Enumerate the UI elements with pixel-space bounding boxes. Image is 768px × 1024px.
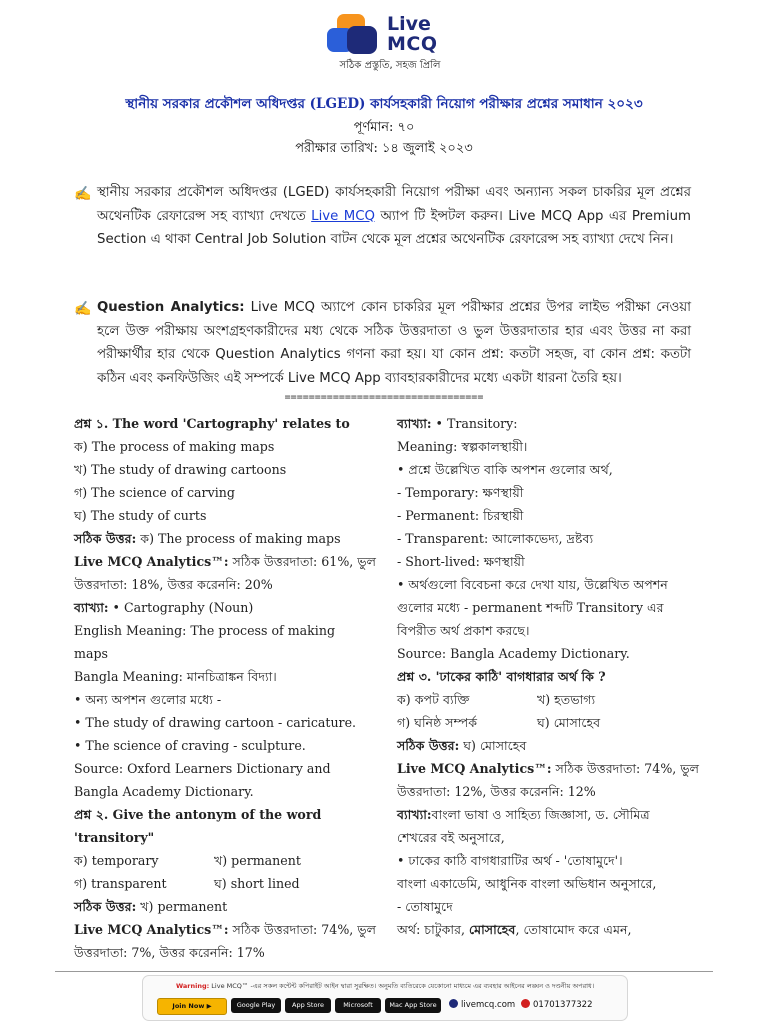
q2-option-b: খ) permanent — [214, 853, 301, 868]
explanation-line: Source: Bangla Academy Dictionary. — [397, 646, 630, 661]
intro-paragraph-2 — [97, 296, 691, 390]
q2-option-d: ঘ) short lined — [214, 876, 300, 891]
q2-explanation — [397, 412, 697, 435]
q3-options-row-1 — [397, 688, 697, 711]
app-store-button[interactable]: App Store — [285, 998, 331, 1013]
copyright-warning — [143, 981, 627, 992]
explanation-line: - Permanent: চিরস্থায়ী — [397, 508, 524, 523]
phone-number[interactable] — [521, 999, 593, 1010]
explanation-line: বাংলা একাডেমি, আধুনিক বাংলা অভিধান অনুসারে, — [397, 876, 657, 891]
explanation-line: গুলোর মধ্যে - permanent শব্দটি Transitory এর — [397, 600, 664, 615]
question-2-cont: 'transitory" — [74, 830, 155, 845]
left-column — [74, 412, 377, 964]
q1-option-c: গ) The science of carving — [74, 485, 235, 500]
analytics-label: Live MCQ Analytics™: — [74, 554, 229, 569]
explanation-line: - Temporary: ক্ষণস্থায়ী — [397, 485, 524, 500]
explanation-line: Bangla Academy Dictionary. — [74, 784, 254, 799]
q3-analytics — [397, 757, 700, 780]
explanation-line: • Transitory: — [431, 416, 518, 431]
explanation-line: • অন্য অপশন গুলোর মধ্যে - — [74, 692, 222, 707]
live-mcq-link[interactable]: Live MCQ — [311, 208, 375, 224]
explanation-label: ব্যাখ্যা: — [74, 600, 109, 615]
explanation-line: • The science of craving - sculpture. — [74, 738, 306, 753]
explanation-line: শেখরের বই অনুসারে, — [397, 830, 505, 845]
analytics-text: সঠিক উত্তরদাতা: 74%, ভুল — [551, 761, 700, 776]
intro-p2-text: Live MCQ অ্যাপে কোন চাকরির মূল পরীক্ষার প্রশ্নের উপর লাইভ পরীক্ষা নেওয়া হলে উক্ত পরীক্ষায় অংশগ্রহণকারীদের মধ্য থেকে সঠিক উত্তরদাতা ও ভুল উত্তরদাতার হার এবং উত্তর না করা পরীক্ষার্থীর হার থেকে Question Analytics গণনা করা হয়। যা কোন প্রশ্ন: কতটা সহজ, বা কোন প্রশ্ন: কতটা কঠিন এবং কনফিউজিং এই সম্পর্কে Live MCQ App ব্যাবহারকারীদের মধ্যে একটা ধারনা তৈরি হয়। — [97, 300, 691, 386]
phone-icon — [521, 999, 530, 1008]
analytics-text: সঠিক উত্তরদাতা: 74%, ভুল — [228, 922, 377, 937]
q2-answer — [74, 895, 374, 918]
microsoft-store-button[interactable]: Microsoft — [335, 998, 381, 1013]
answer-text: ক) The process of making maps — [136, 531, 341, 546]
analytics-label: Live MCQ Analytics™: — [397, 761, 552, 776]
warning-label: Warning: — [175, 982, 210, 990]
explanation-line: Source: Oxford Learners Dictionary and — [74, 761, 331, 776]
explanation-text: অর্থ: চাটুকার, — [397, 922, 470, 937]
website-link[interactable] — [449, 999, 515, 1010]
explanation-line: - Transparent: আলোকভেদ্য, দ্রষ্টব্য — [397, 531, 594, 546]
separator: ================================= — [284, 392, 484, 403]
pen-hand-icon: ✍ — [74, 186, 92, 202]
answer-text: ঘ) মোসাহেব — [459, 738, 527, 753]
q2-options-row-1 — [74, 849, 374, 872]
mac-app-store-button[interactable]: Mac App Store — [385, 998, 441, 1013]
q1-analytics — [74, 550, 377, 573]
join-now-button[interactable]: Join Now ▶ — [157, 998, 227, 1015]
answer-label: সঠিক উত্তর: — [74, 531, 137, 546]
analytics-label: Live MCQ Analytics™: — [74, 922, 229, 937]
intro-p1-text-b: অ্যাপ টি ইন্সটল করুন। Live MCQ App এর Premium Section এ থাকা Central Job Solution বাটন থেকে মূল প্রশ্নের অথেনটিক রেফারেন্স সহ ব্যাখ্যা দেখে নিন। — [97, 208, 691, 247]
q2-option-a: ক) temporary — [74, 853, 159, 868]
analytics-text: সঠিক উত্তরদাতা: 61%, ভুল — [228, 554, 377, 569]
q1-analytics-cont: উত্তরদাতা: 18%, উত্তর করেননি: 20% — [74, 577, 273, 592]
explanation-line: বিপরীত অর্থ প্রকাশ করছে। — [397, 623, 530, 638]
explanation-line: - তোষামুদে — [397, 899, 453, 914]
q2-option-c: গ) transparent — [74, 876, 167, 891]
explanation-line: maps — [74, 646, 108, 661]
exam-title: স্থানীয় সরকার প্রকৌশল অধিদপ্তর (LGED) কার্যসহকারী নিয়োগ পরীক্ষার প্রশ্নের সমাধান ২০২৩ — [125, 96, 643, 112]
exam-date: পরীক্ষার তারিখ: ১৪ জুলাই ২০২৩ — [295, 141, 473, 156]
explanation-line: • অর্থগুলো বিবেচনা করে দেখা যায়, উল্লেখিত অপশন — [397, 577, 668, 592]
website-text: livemcq.com — [461, 1000, 516, 1010]
q1-option-b: খ) The study of drawing cartoons — [74, 462, 287, 477]
explanation-line: • ঢাকের কাঠি বাগধারাটির অর্থ - 'তোষামুদে'। — [397, 853, 623, 868]
q3-option-c: গ) ঘনিষ্ঠ সম্পর্ক — [397, 715, 477, 730]
q3-explanation — [397, 803, 697, 826]
warning-text: Live MCQ™ -এর সকল কন্টেন্ট কপিরাইট আইন দ্বারা সুরক্ষিত। অনুমতি ব্যতিরেকে যেকোনো মাধ্যমে এর ব্যবহার আইনের লঙ্ঘন ও দণ্ডনীয় অপরাধ। — [209, 982, 595, 990]
phone-text: 01701377322 — [533, 1000, 593, 1010]
answer-text: খ) permanent — [136, 899, 228, 914]
q3-options-row-2 — [397, 711, 697, 734]
explanation-line: • প্রশ্নে উল্লেখিত বাকি অপশন গুলোর অর্থ, — [397, 462, 613, 477]
explanation-line: Meaning: স্বল্পকালস্থায়ী। — [397, 439, 528, 454]
explanation-label: ব্যাখ্যা: — [397, 807, 432, 822]
brand-line2: MCQ — [387, 33, 438, 55]
explanation-label: ব্যাখ্যা: — [397, 416, 432, 431]
explanation-line: Bangla Meaning: মানচিত্রাঙ্কন বিদ্যা। — [74, 669, 277, 684]
brand-name — [387, 14, 438, 54]
q3-analytics-cont: উত্তরদাতা: 12%, উত্তর করেননি: 12% — [397, 784, 596, 799]
footer-banner — [142, 975, 628, 1021]
q2-options-row-2 — [74, 872, 374, 895]
full-marks: পূর্ণমান: ৭০ — [353, 120, 415, 135]
brand-logo — [325, 12, 455, 74]
live-mcq-logo-icon — [325, 12, 385, 56]
q3-answer — [397, 734, 697, 757]
globe-icon — [449, 999, 458, 1008]
q3-option-d: ঘ) মোসাহেব — [537, 715, 601, 730]
explanation-line: • The study of drawing cartoon - caricature. — [74, 715, 357, 730]
q1-option-a: ক) The process of making maps — [74, 439, 275, 454]
pen-hand-icon: ✍ — [74, 301, 92, 317]
google-play-button[interactable]: Google Play — [231, 998, 281, 1013]
question-analytics-label: Question Analytics: — [97, 300, 245, 315]
question-1: প্রশ্ন ১. The word 'Cartography' relates to — [74, 416, 350, 431]
q2-analytics-cont: উত্তরদাতা: 7%, উত্তর করেননি: 17% — [74, 945, 265, 960]
question-2: প্রশ্ন ২. Give the antonym of the word — [74, 807, 322, 822]
intro-paragraph-1 — [97, 181, 691, 252]
explanation-line: বাংলা ভাষা ও সাহিত্য জিজ্ঞাসা, ড. সৌমিত্র — [431, 807, 650, 822]
explanation-text: , তোষামোদ করে এমন, — [515, 922, 632, 937]
q2-analytics — [74, 918, 377, 941]
explanation-line: English Meaning: The process of making — [74, 623, 336, 638]
intro-p1-text-a: স্থানীয় সরকার প্রকৌশল অধিদপ্তর (LGED) কার্যসহকারী নিয়োগ পরীক্ষা এবং অন্যান্য সকল চাকরির মূল প্রশ্নের অথেনটিক রেফারেন্স সহ ব্যাখ্যা দেখতে — [97, 185, 691, 224]
q1-answer — [74, 527, 374, 550]
answer-label: সঠিক উত্তর: — [397, 738, 460, 753]
brand-tagline: সঠিক প্রস্তুতি, সহজ প্রিলি — [339, 60, 441, 71]
answer-label: সঠিক উত্তর: — [74, 899, 137, 914]
q3-option-a: ক) কপট ব্যক্তি — [397, 692, 470, 707]
footer-divider — [55, 971, 713, 972]
q1-explanation — [74, 596, 374, 619]
brand-line1: Live — [387, 13, 431, 35]
question-3: প্রশ্ন ৩. 'ঢাকের কাঠি' বাগধারার অর্থ কি ? — [397, 669, 606, 684]
explanation-line: • Cartography (Noun) — [108, 600, 254, 615]
q1-option-d: ঘ) The study of curts — [74, 508, 207, 523]
q3-option-b: খ) হতভাগ্য — [537, 692, 596, 707]
explanation-highlight: মোসাহেব — [469, 922, 516, 937]
right-column — [397, 412, 700, 941]
explanation-last-line — [397, 918, 697, 941]
explanation-line: - Short-lived: ক্ষণস্থায়ী — [397, 554, 525, 569]
